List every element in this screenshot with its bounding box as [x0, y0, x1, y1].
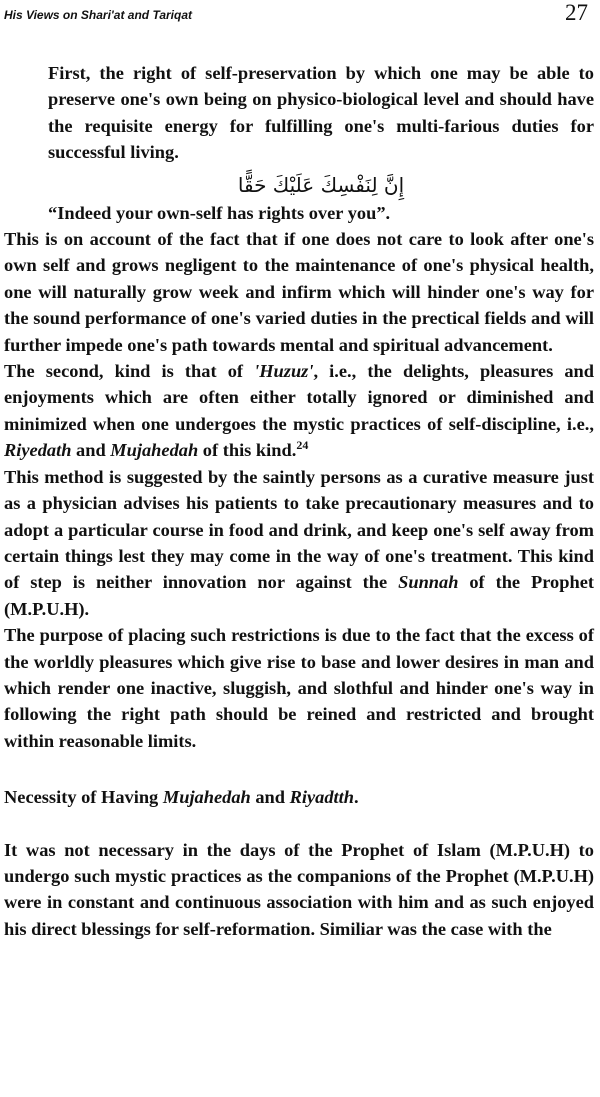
- paragraph-self-preservation: First, the right of self-preservation by which one may be able to preserve one's own being on physico-biological level and should have the requisite energy for fulfilling one's multi-farious duties for successful living.: [48, 63, 594, 163]
- term-huzuz: 'Huzuz': [254, 361, 314, 382]
- paragraph-necessity: It was not necessary in the days of the Prophet of Islam (M.P.U.H) to undergo such mystic practices as the companions of the Prophet (M.P.U.H) were in constant and continuous association with him and as such enjoyed his direct blessings for self-reformation. Similiar was the case with the: [4, 839, 594, 939]
- text-run: of this kind.: [198, 440, 297, 461]
- paragraph-purpose: The purpose of placing such restrictions is due to the fact that the excess of the worldly pleasures which give rise to base and lower desires in man and which render one inactive, sluggish, and slothful and hinder one's way in following the right path should be reined and restricted and brought within reasonable limits.: [4, 625, 594, 751]
- text-run: of the Prophet (M.P.U.H).: [4, 572, 594, 619]
- text-run: , i.e., the delights, pleasures and enjoyments which are often either totally ignored or diminished and minimized when one undergoes the mystic practices of self-discipline, i.e.,: [4, 361, 594, 434]
- term-mujahedah: Mujahedah: [110, 440, 199, 461]
- text-run: Necessity of Having: [4, 787, 163, 808]
- page-header: [0, 0, 600, 30]
- text-run: The second, kind is that of: [4, 361, 255, 382]
- section-heading: [4, 784, 594, 810]
- term-riyedath: Riyedath: [4, 440, 72, 461]
- paragraph-huzuz: [4, 358, 594, 464]
- spacer: [4, 754, 594, 780]
- page-body: [4, 60, 594, 942]
- term-mujahedah-heading: Mujahedah: [162, 787, 251, 808]
- quote-translation: “Indeed your own-self has rights over you”.: [48, 202, 391, 223]
- paragraph-explanation: This is on account of the fact that if one does not care to look after one's own self and grows negligent to the maintenance of one's physical health, one will naturally grow week and infirm which will hinder one's way for the sound performance of one's varied duties in the prectical fields and will further impede one's path towards mental and spiritual advancement.: [4, 229, 594, 355]
- page-number: 27: [565, 0, 588, 25]
- running-head: His Views on Shari'at and Tariqat: [4, 8, 193, 22]
- paragraph-method: [4, 464, 594, 622]
- text-run: .: [354, 787, 359, 808]
- term-riyadtth-heading: Riyadtth: [289, 787, 355, 808]
- text-run: This method is suggested by the saintly persons as a curative measure just as a physician advises his patients to take precautionary measures and to adopt a particular course in food and drink, and keep one's self away from certain things lest they may come in the way of one's treatment. This kind of step is neither innovation nor against the: [4, 466, 594, 593]
- text-run: and: [250, 787, 290, 808]
- footnote-marker: 24: [296, 438, 309, 453]
- arabic-quote: إِنَّ لِنَفْسِكَ عَلَيْكَ حَقًّا: [237, 172, 405, 197]
- term-sunnah: Sunnah: [398, 572, 459, 593]
- text-run: and: [71, 440, 111, 461]
- spacer: [4, 811, 594, 837]
